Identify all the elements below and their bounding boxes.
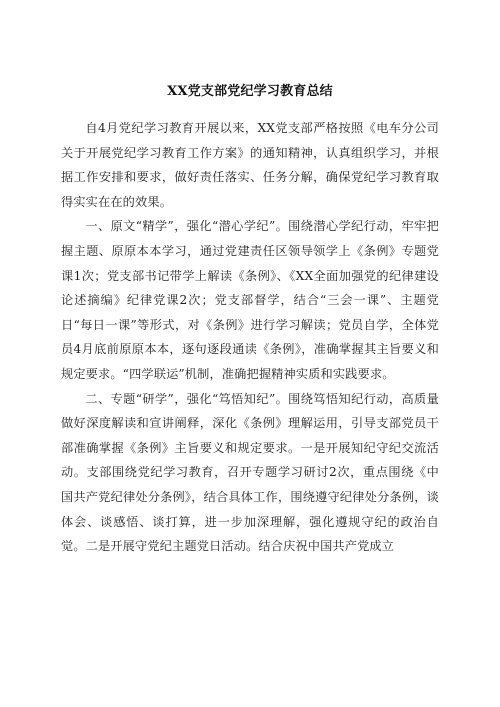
paragraph-section-1: 一、原文“精学”，强化“潜心学纪”。围绕潜心学纪行动，牢牢把握主题、原原本本学习，通过党建责任区领导领学上《条例》专题党课1次；党支部书记带学上解读《条例》、《XX全面加强党的纪律建设论述摘编》纪律党课2次；党支部督学，结合“三会一课”、主题党日“每日一课”等形式，对《条例》进行学习解读；党员自学，全体党员4月底前原原本本，逐句逐段通读《条例》，准确掌握其主旨要义和规定要求。“四学联运”机制，准确把握精神实质和实践要求。 (61, 219, 439, 381)
paragraph-section-2: 二、专题“研学”，强化“笃悟知纪”。围绕笃悟知纪行动，高质量做好深度解读和宣讲阐释，深化《条例》理解运用，引导支部党员干部准确掌握《条例》主旨要义和规定要求。一是开展知纪守纪交流活动。支部围绕党纪学习教育，召开专题学习研讨2次，重点围绕《中国共产党纪律处分条例》，结合具体工作，围绕遵守纪律处分条例，谈体会、谈感悟、谈打算，进一步加深理解，强化遵规守纪的政治自觉。二是开展守党纪主题党日活动。结合庆祝中国共产党成立 (61, 391, 439, 554)
paragraph-intro: 自4月党纪学习教育开展以来，XX党支部严格按照《电车分公司关于开展党纪学习教育工作方案》的通知精神，认真组织学习，并根据工作安排和要求，做好责任落实、任务分解，确保党纪学习教育取得实实在在的效果。 (61, 121, 439, 209)
document-body (61, 116, 439, 559)
document-title: XX党支部党纪学习教育总结 (167, 84, 333, 99)
